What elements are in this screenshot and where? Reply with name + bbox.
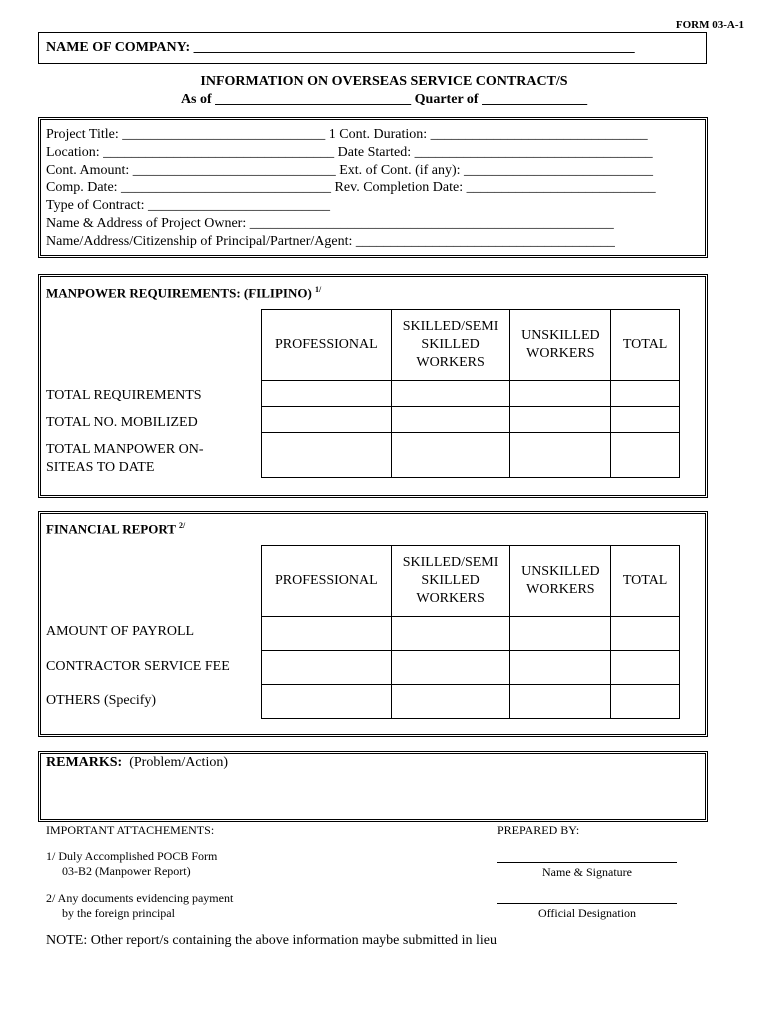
table-cell[interactable] <box>510 617 611 651</box>
project-field-line[interactable]: Cont. Amount: _____________________________ Ext. of Cont. (if any): ___________________________ <box>46 162 654 178</box>
project-field-line[interactable]: Name & Address of Project Owner: ____________________________________________________ <box>46 215 614 231</box>
table-cell[interactable] <box>510 433 611 478</box>
table-cell[interactable] <box>391 651 510 685</box>
form-title: INFORMATION ON OVERSEAS SERVICE CONTRACT/S <box>200 74 568 89</box>
signature-caption: Name & Signature <box>542 865 632 879</box>
manpower-heading: MANPOWER REQUIREMENTS: (FILIPINO) $^{1/}$ <box>46 285 322 301</box>
col-header-skilled: SKILLED/SEMI SKILLED WORKERS <box>391 310 510 381</box>
attachment-item: 1/ Duly Accomplished POCB Form <box>46 849 218 863</box>
company-name-box <box>38 32 707 64</box>
table-cell[interactable] <box>611 433 680 478</box>
quarter-label: Quarter of <box>414 92 479 107</box>
attachment-item: 03-B2 (Manpower Report) <box>62 864 191 878</box>
table-cell[interactable] <box>391 407 510 433</box>
table-cell[interactable] <box>510 407 611 433</box>
footnote-marker: 1/ <box>315 285 322 294</box>
table-cell[interactable] <box>262 685 392 719</box>
footnote-marker: 2/ <box>178 521 186 530</box>
table-cell[interactable] <box>262 381 392 407</box>
prepared-by-heading: PREPARED BY: <box>497 823 580 837</box>
table-cell[interactable] <box>611 651 680 685</box>
col-header-total: TOTAL <box>611 310 680 381</box>
table-cell[interactable] <box>391 381 510 407</box>
company-name-label: NAME OF COMPANY: <box>46 40 191 55</box>
table-cell[interactable] <box>391 433 510 478</box>
project-field-line[interactable]: Name/Address/Citizenship of Principal/Partner/Agent: _____________________________________ <box>46 233 615 249</box>
table-cell[interactable] <box>262 651 392 685</box>
project-field-line[interactable]: Location: _________________________________ Date Started: __________________________________ <box>46 144 653 160</box>
row-label: AMOUNT OF PAYROLL <box>46 624 195 639</box>
as-of-label: As of <box>180 92 212 107</box>
row-label: CONTRACTOR SERVICE FEE <box>46 659 230 674</box>
note-text: NOTE: Other report/s containing the above information maybe submitted in lieu <box>46 933 498 948</box>
table-cell[interactable] <box>391 617 510 651</box>
table-cell[interactable] <box>611 685 680 719</box>
project-field-line[interactable]: Comp. Date: ______________________________ Rev. Completion Date: ___________________________ <box>46 180 656 196</box>
attachments-heading: IMPORTANT ATTACHEMENTS: <box>46 823 215 837</box>
table-cell[interactable] <box>510 685 611 719</box>
col-header-unskilled: UNSKILLED WORKERS <box>510 546 611 617</box>
col-header-professional: PROFESSIONAL <box>262 310 392 381</box>
signature-line[interactable] <box>497 862 677 863</box>
as-of-field[interactable]: ____________________________ <box>215 92 412 107</box>
remarks-hint: (Problem/Action) <box>129 755 228 770</box>
designation-line[interactable] <box>497 903 677 904</box>
table-cell[interactable] <box>262 433 392 478</box>
project-info-fields <box>46 126 656 251</box>
financial-table <box>261 545 680 719</box>
company-name-field[interactable]: _______________________________________________________________ <box>193 40 635 55</box>
table-cell[interactable] <box>391 685 510 719</box>
col-header-total: TOTAL <box>611 546 680 617</box>
remarks-heading <box>46 755 228 771</box>
remarks-label: REMARKS: <box>46 755 123 770</box>
table-cell[interactable] <box>611 407 680 433</box>
as-of-line <box>0 92 768 108</box>
attachment-item: by the foreign principal <box>62 906 175 920</box>
form-code: FORM 03-A-1 <box>675 19 744 31</box>
table-cell[interactable] <box>510 381 611 407</box>
project-field-line[interactable]: Project Title: _____________________________ 1 Cont. Duration: _______________________________ <box>46 127 648 142</box>
designation-caption: Official Designation <box>537 906 637 920</box>
table-cell[interactable] <box>510 651 611 685</box>
row-label: OTHERS (Specify) <box>46 693 157 708</box>
table-cell[interactable] <box>611 381 680 407</box>
row-label: TOTAL MANPOWER ON-SITEAS TO DATE <box>46 442 204 475</box>
quarter-field[interactable]: _______________ <box>482 92 588 107</box>
table-cell[interactable] <box>262 617 392 651</box>
table-cell[interactable] <box>262 407 392 433</box>
table-cell[interactable] <box>611 617 680 651</box>
financial-heading: FINANCIAL REPORT $^{2/}$ <box>46 521 186 537</box>
manpower-table <box>261 309 680 478</box>
col-header-unskilled: UNSKILLED WORKERS <box>510 310 611 381</box>
row-label: TOTAL NO. MOBILIZED <box>46 415 198 430</box>
attachment-item: 2/ Any documents evidencing payment <box>46 891 234 905</box>
project-field-line[interactable]: Type of Contract: __________________________ <box>46 198 331 214</box>
row-label: TOTAL REQUIREMENTS <box>46 388 202 403</box>
col-header-skilled: SKILLED/SEMI SKILLED WORKERS <box>391 546 510 617</box>
col-header-professional: PROFESSIONAL <box>262 546 392 617</box>
